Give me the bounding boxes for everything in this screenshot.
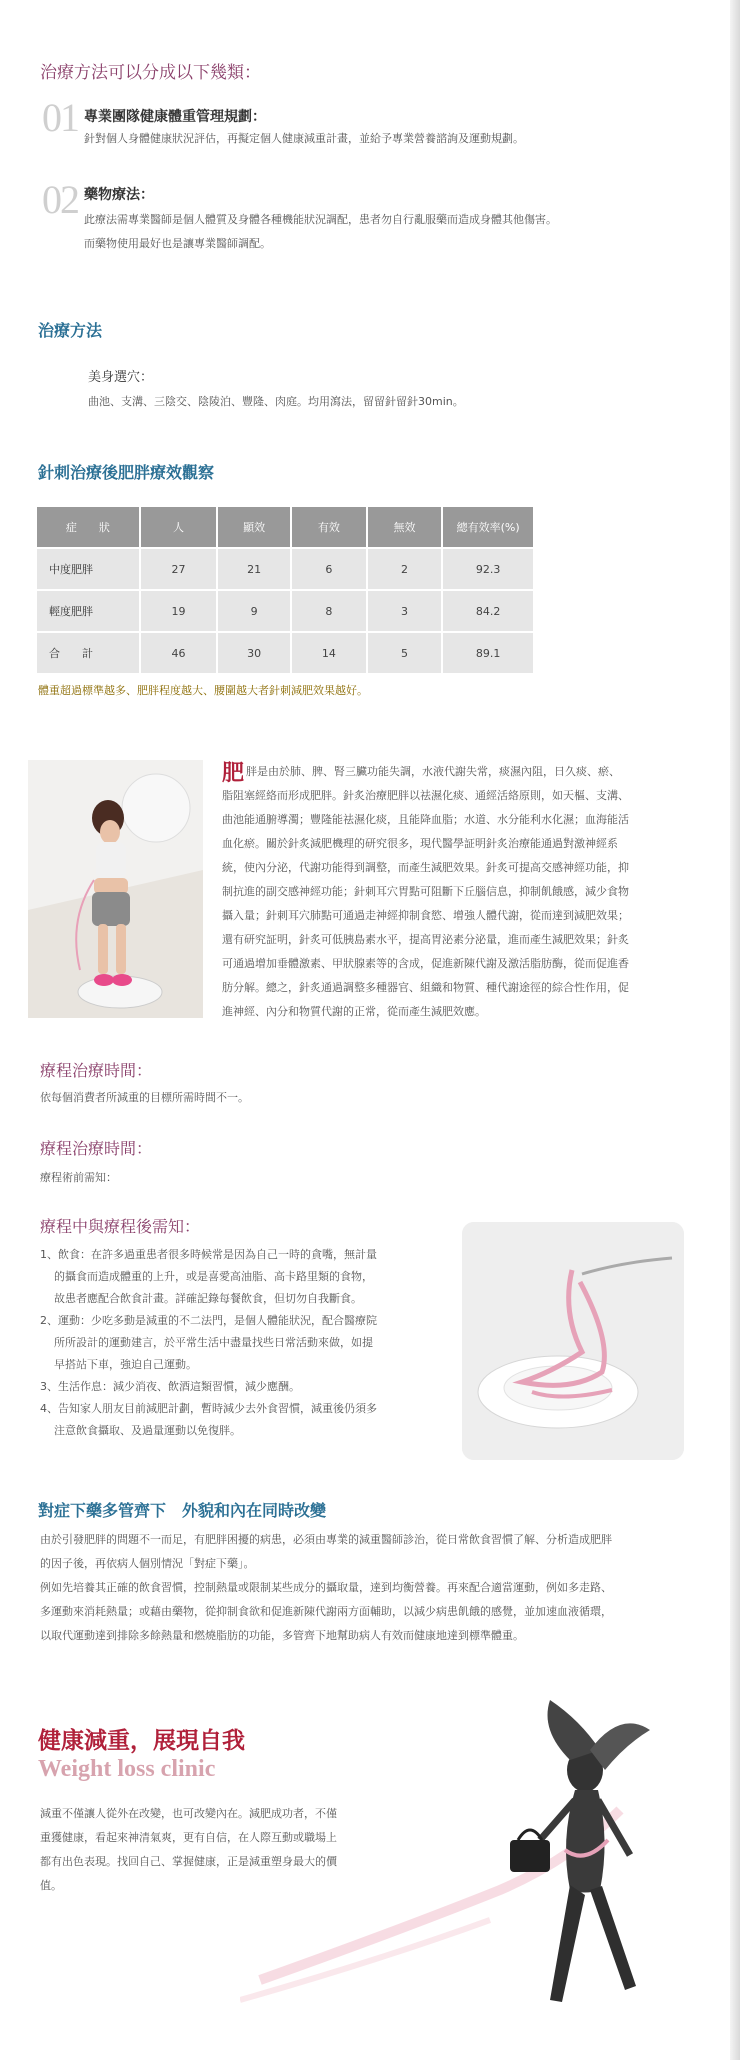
list-item: 1、飲食：在許多過重患者很多時候常是因為自己一時的貪嘴，無計量 xyxy=(40,1248,377,1261)
multi-pronged-line: 的因子後，再依病人個別情況「對症下藥」。 xyxy=(40,1557,255,1570)
closing-subtitle: Weight loss clinic xyxy=(38,1756,216,1782)
step-title-drug-therapy: 藥物療法： xyxy=(84,187,154,203)
section-title-treatment-categories: 治療方法可以分成以下幾類： xyxy=(40,63,261,83)
step-text-weight-management: 針對個人身體健康狀況評估，再擬定個人健康減重計畫，並給予專業營養諮詢及運動規劃。 xyxy=(84,132,524,145)
acupuncture-paragraph-line: 統，使內分泌，代謝功能得到調整，而產生減肥效果。針炙可提高交感神經功能，抑 xyxy=(222,861,629,874)
table-cell: 合 計 xyxy=(36,632,140,674)
table-cell: 3 xyxy=(367,590,443,632)
acupuncture-paragraph-line: 制抗進的副交感神經功能；針刺耳穴胃點可阻斷下丘腦信息，抑制飢餓感，減少食物 xyxy=(222,885,629,898)
table-row xyxy=(36,548,534,590)
list-item: 4、告知家人朋友目前減肥計劃，暫時減少去外食習慣，減重後仍須多 xyxy=(40,1402,377,1415)
table-cell: 5 xyxy=(367,632,443,674)
closing-line: 值。 xyxy=(40,1879,62,1892)
plate-tape-photo xyxy=(462,1222,684,1460)
table-cell: 84.2 xyxy=(442,590,534,632)
multi-pronged-line: 以取代運動達到排除多餘熱量和燃燒脂肪的功能，多管齊下地幫助病人有效而健康地達到標準體重。 xyxy=(40,1629,524,1642)
table-header: 總有效率(%) xyxy=(442,506,534,548)
table-cell: 46 xyxy=(140,632,218,674)
list-item: 注意飲食攝取、及過量運動以免復胖。 xyxy=(54,1424,241,1437)
section-title-treatment-time: 療程治療時間： xyxy=(40,1061,153,1080)
section-title-during-after: 療程中與療程後需知： xyxy=(40,1217,201,1236)
table-cell: 8 xyxy=(291,590,367,632)
multi-pronged-line: 多運動來消耗熱量；或藉由藥物，從抑制食欲和促進新陳代謝兩方面輔助，以減少病患飢餓的感覺，並加速血液循環， xyxy=(40,1605,612,1618)
treatment-time-text: 依每個消費者所減重的目標所需時間不一。 xyxy=(40,1091,249,1104)
pre-treatment-text: 療程術前需知： xyxy=(40,1171,117,1184)
section-title-treatment-method: 治療方法 xyxy=(38,321,103,340)
table-cell: 27 xyxy=(140,548,218,590)
results-table-header-row xyxy=(36,506,534,548)
list-item: 故患者應配合飲食計畫。詳確記錄每餐飲食，但切勿自我斷食。 xyxy=(54,1292,362,1305)
acupuncture-paragraph-line: 血化瘀。關於針炙減肥機理的研究很多，現代醫學証明針炙治療能通過對激神經系 xyxy=(222,837,618,850)
acupuncture-paragraph-line: 脂阻塞經絡而形成肥胖。針炙治療肥胖以祛濕化痰、通經活絡原則，如天樞、支溝、 xyxy=(222,789,629,802)
multi-pronged-line: 由於引發肥胖的問題不一而足，有肥胖困擾的病患，必須由專業的減重醫師診治，從日常飲食習慣了解、分析造成肥胖 xyxy=(40,1533,612,1546)
acupuncture-paragraph-line: 可通過增加垂體激素、甲狀腺素等的含成，促進新陳代謝及激活脂肪酶，從而促進香 xyxy=(222,957,629,970)
table-header: 顯效 xyxy=(217,506,291,548)
table-header: 人 xyxy=(140,506,218,548)
closing-title: 健康減重，展現自我 xyxy=(38,1727,245,1754)
table-cell: 9 xyxy=(217,590,291,632)
table-cell: 21 xyxy=(217,548,291,590)
multi-pronged-line: 例如先培養其正確的飲食習慣，控制熱量或限制某些成分的攝取量，達到均衡營養。再來配合適當運動，例如多走路、 xyxy=(40,1581,612,1594)
table-cell: 89.1 xyxy=(442,632,534,674)
list-item: 3、生活作息：減少消夜、飲酒這類習慣，減少應酬。 xyxy=(40,1380,300,1393)
acupoint-text: 曲池、支溝、三陰交、陰陵泊、豐隆、肉庭。均用瀉法，留留針留針30min。 xyxy=(88,395,464,408)
acupuncture-paragraph-line: 還有研究証明，針炙可低胰島素水平，提高胃泌素分泌量，進而產生減肥效果；針炙 xyxy=(222,933,629,946)
section-title-treatment-time-2: 療程治療時間： xyxy=(40,1139,153,1158)
section-title-results-table: 針刺治療後肥胖療效觀察 xyxy=(38,463,215,482)
acupuncture-paragraph-line: 攝入量；針刺耳穴肺點可通過走神經抑制食慾、增強人體代謝，從而達到減肥效果； xyxy=(222,909,629,922)
acupuncture-paragraph-line: 肪分解。總之，針炙通過調整多種器官、組織和物質、種代謝途徑的綜合性作用，促 xyxy=(222,981,629,994)
table-header: 症 狀 xyxy=(36,506,140,548)
step-text-drug-therapy-2: 而藥物使用最好也是讓專業醫師調配。 xyxy=(84,237,271,250)
list-item: 2、運動：少吃多動是減重的不二法門，是個人體能狀況，配合醫療院 xyxy=(40,1314,377,1327)
list-item: 的攝食而造成體重的上升，或是喜愛高油脂、高卡路里類的食物， xyxy=(54,1270,373,1283)
list-item: 早搭站下車，強迫自己運動。 xyxy=(54,1358,197,1371)
step-number-01: 01 xyxy=(42,95,78,140)
step-number-02: 02 xyxy=(42,177,78,222)
paragraph-dropcap: 肥 xyxy=(222,761,245,786)
scale-woman-photo xyxy=(28,760,203,1018)
step-title-weight-management: 專業團隊健康體重管理規劃： xyxy=(84,109,266,125)
table-note: 體重超過標準越多、肥胖程度越大、腰圍越大者針刺減肥效果越好。 xyxy=(38,684,368,697)
acupuncture-paragraph-line-1: 胖是由於肺、脾、腎三臟功能失調，水液代謝失常，痰濕內阻，日久痰、瘀、 xyxy=(246,765,620,778)
acupoint-subtitle: 美身選穴： xyxy=(88,370,154,385)
table-cell: 30 xyxy=(217,632,291,674)
table-cell: 6 xyxy=(291,548,367,590)
table-header: 有效 xyxy=(291,506,367,548)
acupuncture-paragraph-line: 進神經、內分和物質代謝的正常，從而產生減肥效應。 xyxy=(222,1005,486,1018)
table-cell: 輕度肥胖 xyxy=(36,590,140,632)
table-row xyxy=(36,632,534,674)
table-cell: 92.3 xyxy=(442,548,534,590)
list-item: 所所設計的運動建言，於平常生活中盡量找些日常活動來做，如提 xyxy=(54,1336,373,1349)
section-title-multi-pronged: 對症下藥多管齊下 外貌和內在同時改變 xyxy=(38,1501,327,1520)
table-cell: 14 xyxy=(291,632,367,674)
results-table xyxy=(35,505,535,675)
step-text-drug-therapy-1: 此療法需專業醫師是個人體質及身體各種機能狀況調配，患者勿自行亂服藥而造成身體其他傷害。 xyxy=(84,213,557,226)
table-header: 無效 xyxy=(367,506,443,548)
care-notes-list xyxy=(40,1244,420,1442)
closing-line: 都有出色表現。找回自己、掌握健康，正是減重塑身最大的價 xyxy=(40,1855,337,1868)
table-row xyxy=(36,590,534,632)
table-cell: 中度肥胖 xyxy=(36,548,140,590)
table-cell: 19 xyxy=(140,590,218,632)
table-cell: 2 xyxy=(367,548,443,590)
closing-line: 重獲健康，看起來神清氣爽，更有自信，在人際互動或職場上 xyxy=(40,1831,337,1844)
closing-line: 減重不僅讓人從外在改變，也可改變內在。減肥成功者，不僅 xyxy=(40,1807,337,1820)
acupuncture-paragraph-line: 曲池能通腑導濁；豐隆能祛濕化痰，且能降血脂；水道、水分能利水化濕；血海能活 xyxy=(222,813,629,826)
right-scroll-rail xyxy=(730,0,740,2060)
